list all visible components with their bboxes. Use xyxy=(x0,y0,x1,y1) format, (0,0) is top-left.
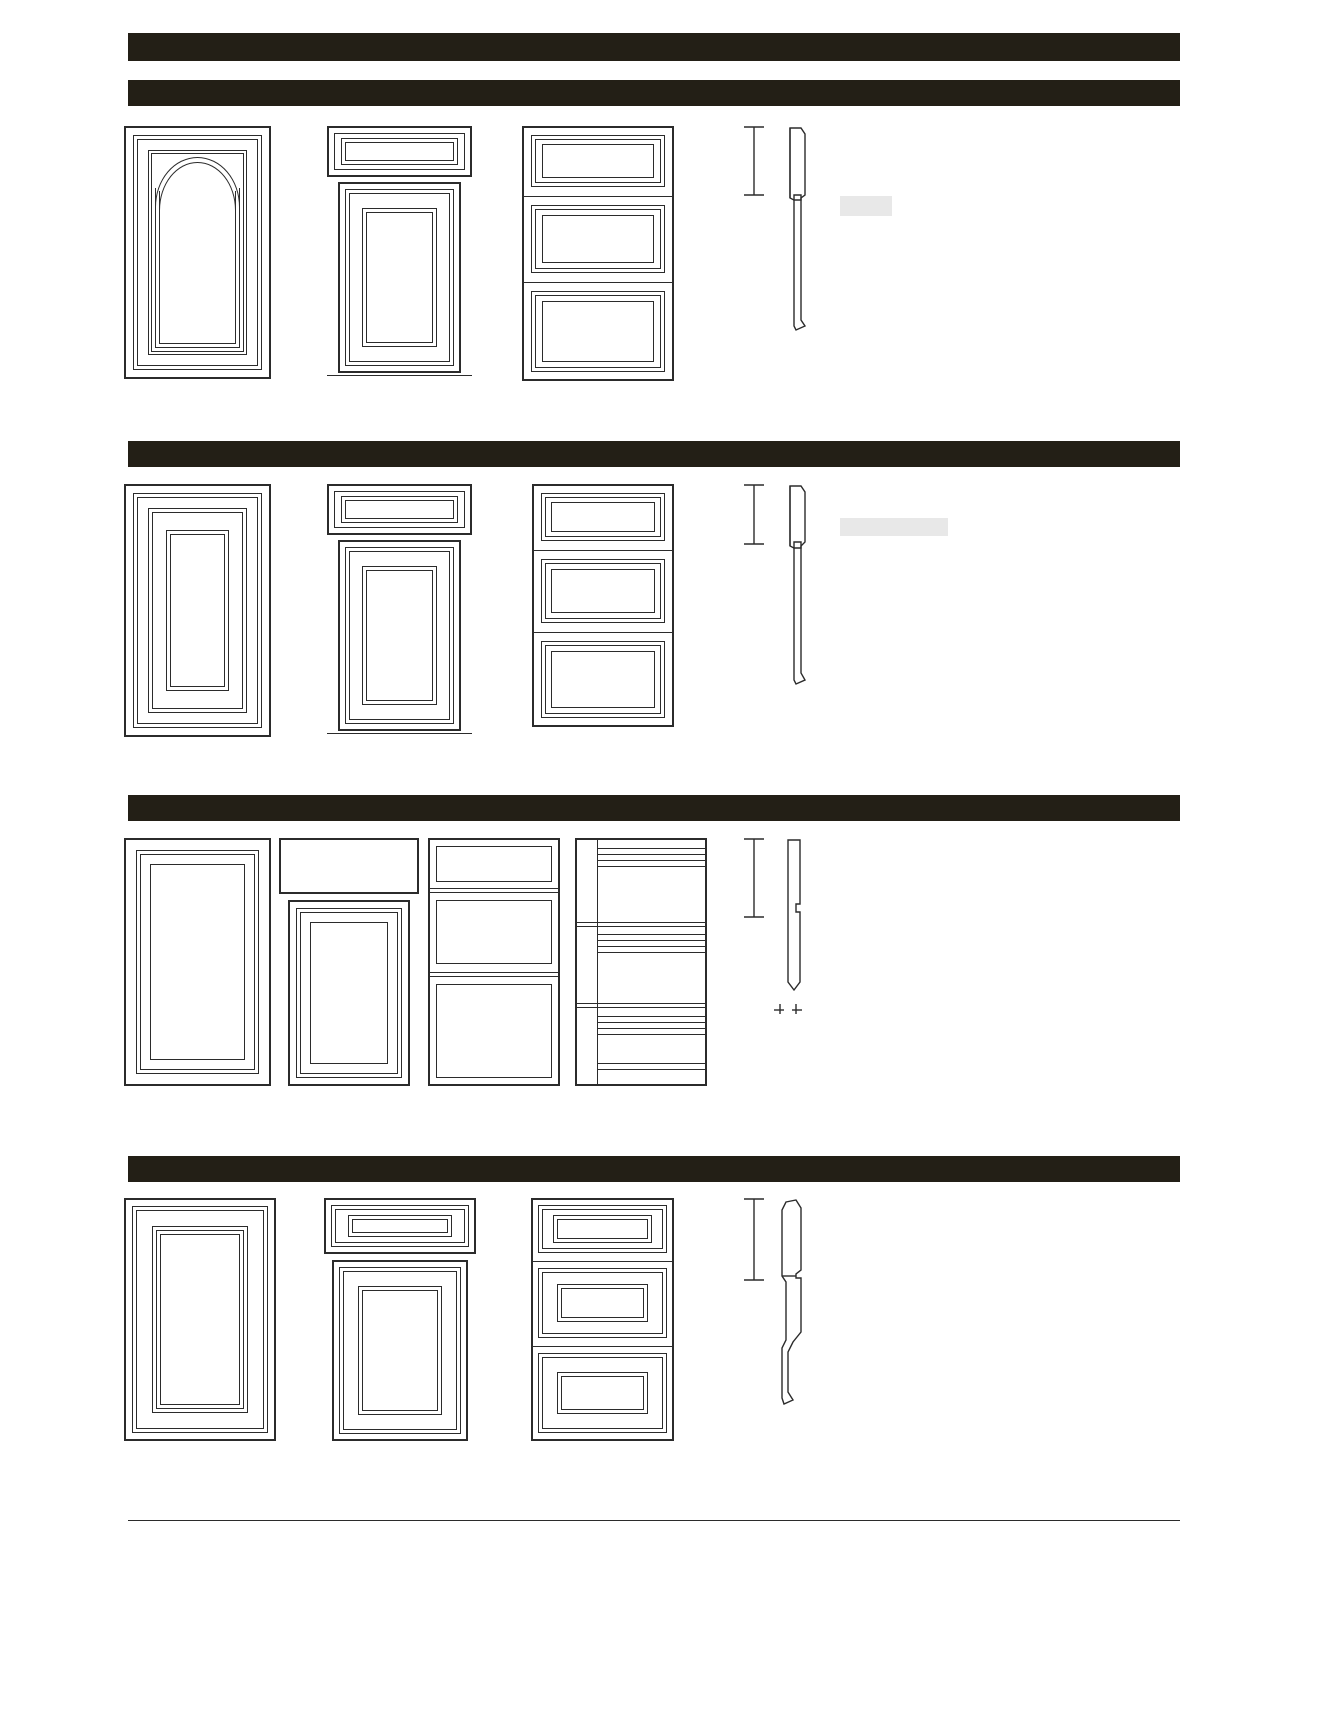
ribbed-drawer-stack xyxy=(575,838,707,1086)
profile-section-1 xyxy=(738,120,858,335)
section-2-color-swatch xyxy=(840,518,948,536)
two-piece-drawer-front xyxy=(327,126,472,373)
title-bar xyxy=(128,33,1180,61)
section-4-bar xyxy=(128,1156,1180,1182)
section-2-bar xyxy=(128,441,1180,467)
three-drawer-stack xyxy=(522,126,674,381)
section-3-bar xyxy=(128,795,1180,821)
two-piece-drawer-front xyxy=(327,484,472,731)
profile-section-4 xyxy=(738,1192,858,1422)
section-1-bar xyxy=(128,80,1180,106)
beveled-drawer-stack xyxy=(531,1198,674,1441)
footer-divider xyxy=(128,1520,1180,1521)
three-drawer-stack xyxy=(532,484,674,727)
plain-drawer-stack xyxy=(428,838,560,1086)
slab-drawer-front xyxy=(279,838,419,1086)
flat-panel-door xyxy=(124,838,271,1086)
beveled-raised-panel-door xyxy=(124,1198,276,1441)
raised-arch-panel-door xyxy=(124,126,271,379)
section-1-color-swatch xyxy=(840,196,892,216)
raised-square-panel-door xyxy=(124,484,271,737)
beveled-drawer-front xyxy=(324,1198,476,1441)
profile-section-2 xyxy=(738,478,858,693)
profile-section-3 xyxy=(738,832,868,1052)
